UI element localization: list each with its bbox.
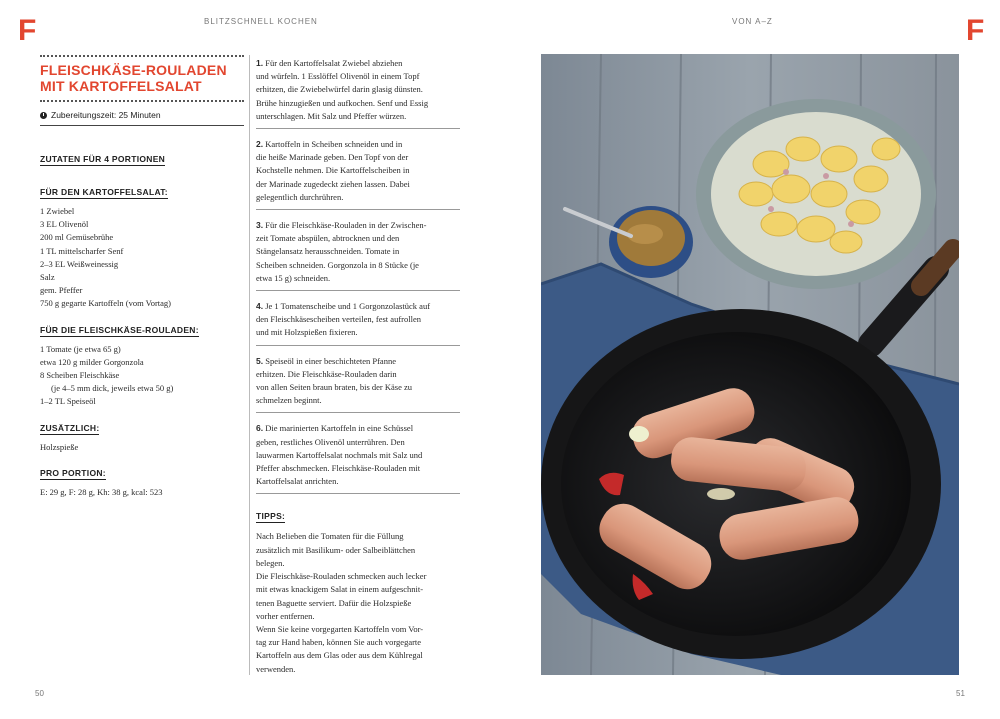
list-item: 1–2 TL Speiseöl [40,396,96,407]
step-line: gelegentlich durchrühren. [256,191,344,202]
step-number: 6. [256,423,264,434]
potato-salad-list [40,205,244,311]
step-line: zeit Tomate abspülen, abtrocknen und den [256,233,400,244]
step-number: 1. [256,58,264,68]
recipe-title-line2: MIT KARTOFFELSALAT [40,78,202,94]
list-item: 750 g gegarte Kartoffeln (vom Vortag) [40,298,172,309]
step-number: 2. [256,139,264,150]
list-item: 1 TL mittelscharfer Senf [40,245,124,256]
title-rule-top [40,55,244,57]
step-number: 5. [256,355,264,366]
list-item: (je 4–5 mm dick, jeweils etwa 50 g) [51,383,174,394]
list-item: 2–3 EL Weißweinessig [40,258,119,269]
step-line: Für die Fleischkäse-Rouladen in der Zwischen- [263,220,427,231]
portion-values: E: 29 g, F: 28 g, Kh: 38 g, kcal: 523 [40,486,163,497]
tips-line: zusätzlich mit Basilikum- oder Salbeiblättchen [256,544,416,555]
portion-heading: PRO PORTION: [40,467,106,478]
tips-line: verwenden. [256,663,296,674]
step-line: die heiße Marinade geben. Den Topf von der [256,152,409,163]
extra-heading: ZUSÄTZLICH: [40,422,100,433]
step-line: Pfeffer abschmecken. Fleischkäse-Rouladen mit [256,463,421,474]
list-item: 1 Zwiebel [40,206,75,216]
tips-line: belegen. [256,557,285,568]
tips-line: mit etwas knackigem Salat in einem aufgeschnit- [256,584,424,595]
recipe-title-line1: FLEISCHKÄSE-ROULADEN [40,62,227,78]
step-line: schmelzen beginnt. [256,395,322,406]
step-line: Kartoffeln in Scheiben schneiden und in [263,139,403,150]
step-line: etwa 15 g) schneiden. [256,272,331,283]
step-line: Brühe hinzugießen und aufkochen. Senf und Essig [256,97,429,108]
list-item: Holzspieße [40,441,79,452]
step-line: Kochstelle nehmen. Die Kartoffelscheiben in [256,165,410,176]
extra-list [40,441,244,454]
list-item: Salz [40,272,55,283]
recipe-photo [541,54,959,675]
tips-line: tag zur Hand haben, können Sie auch vorgegarte [256,637,422,648]
tips-heading: TIPPS: [256,511,286,522]
step-line: von allen Seiten braun braten, bis der Käse zu [256,382,413,393]
chapter-letter-right: F [966,14,985,47]
step-2 [256,136,460,210]
list-item: 8 Scheiben Fleischkäse [40,370,120,381]
tips-text [256,530,460,675]
step-number: 4. [256,301,264,312]
step-3 [256,217,460,291]
page-number-left: 50 [35,689,44,698]
step-line: und mit Holzspießen fixieren. [256,327,358,338]
step-line: Je 1 Tomatenscheibe und 1 Gorgonzolastück auf [263,301,431,312]
recipe-photo-illustration [541,54,959,675]
step-4 [256,298,460,346]
step-number: 3. [256,220,264,231]
prep-time [40,102,244,126]
tips-line: Wenn Sie keine vorgegarten Kartoffeln vom Vor- [256,623,424,634]
chapter-letter-left: F [18,14,37,47]
recipe-title [40,62,244,94]
step-line: der Marinade zugedeckt ziehen lassen. Dabei [256,178,410,189]
step-line: Die marinierten Kartoffeln in eine Schüssel [263,423,414,434]
tips-line: vorher entfernen. [256,610,315,621]
step-line: und würfeln. 1 Esslöffel Olivenöl in einem Topf [256,71,420,82]
rouladen-heading: FÜR DIE FLEISCHKÄSE-ROULADEN: [40,324,199,335]
tips-line: Die Fleischkäse-Rouladen schmecken auch lecker [256,571,427,582]
potato-salad-heading: FÜR DEN KARTOFFELSALAT: [40,187,168,197]
tips-line: Nach Belieben die Tomaten für die Füllung [256,531,404,542]
column-divider [249,55,250,675]
clock-icon [40,112,47,119]
prep-time-text: Zubereitungszeit: 25 Minuten [51,110,161,120]
step-line: den Fleischkäsescheiben verteilen, fest aufrollen [256,314,421,325]
step-line: unterschlagen. Mit Salz und Pfeffer würzen. [256,110,407,121]
list-item: 200 ml Gemüsebrühe [40,232,114,243]
step-line: lauwarmen Kartoffelsalat nochmals mit Salz und [256,449,423,460]
ingredients-heading: ZUTATEN FÜR 4 PORTIONEN [40,154,166,164]
step-line: erhitzen, die Zwiebelwürfel darin glasig dünsten. [256,84,423,95]
list-item: 3 EL Olivenöl [40,219,89,230]
tips-line: tenen Baguette serviert. Dafür die Holzspieße [256,597,412,608]
steps-column [256,55,460,676]
running-head-right: VON A–Z [732,17,773,26]
list-item: gem. Pfeffer [40,285,83,296]
page-number-right: 51 [956,689,965,698]
step-line: Kartoffelsalat anrichten. [256,476,339,487]
step-line: Speiseöl in einer beschichteten Pfanne [263,355,396,366]
list-item: etwa 120 g milder Gorgonzola [40,356,144,367]
rouladen-list [40,343,244,409]
step-line: erhitzen. Die Fleischkäse-Rouladen darin [256,368,397,379]
step-1 [256,55,460,129]
step-line: Scheiben schneiden. Gorgonzola in 8 Stücke (je [256,259,419,270]
list-item: 1 Tomate (je etwa 65 g) [40,343,121,354]
tips-line: Kartoffeln aus dem Glas oder aus dem Kühlregal [256,650,423,661]
step-line: Stängelansatz herausschneiden. Tomate in [256,246,400,257]
step-line: geben, restliches Olivenöl unterrühren. Den [256,436,405,447]
step-line: Für den Kartoffelsalat Zwiebel abziehen [263,58,403,68]
step-6 [256,420,460,493]
step-5 [256,353,460,414]
ingredients-column [40,55,244,499]
running-head-left: BLITZSCHNELL KOCHEN [204,17,318,26]
tips-section [256,493,460,675]
